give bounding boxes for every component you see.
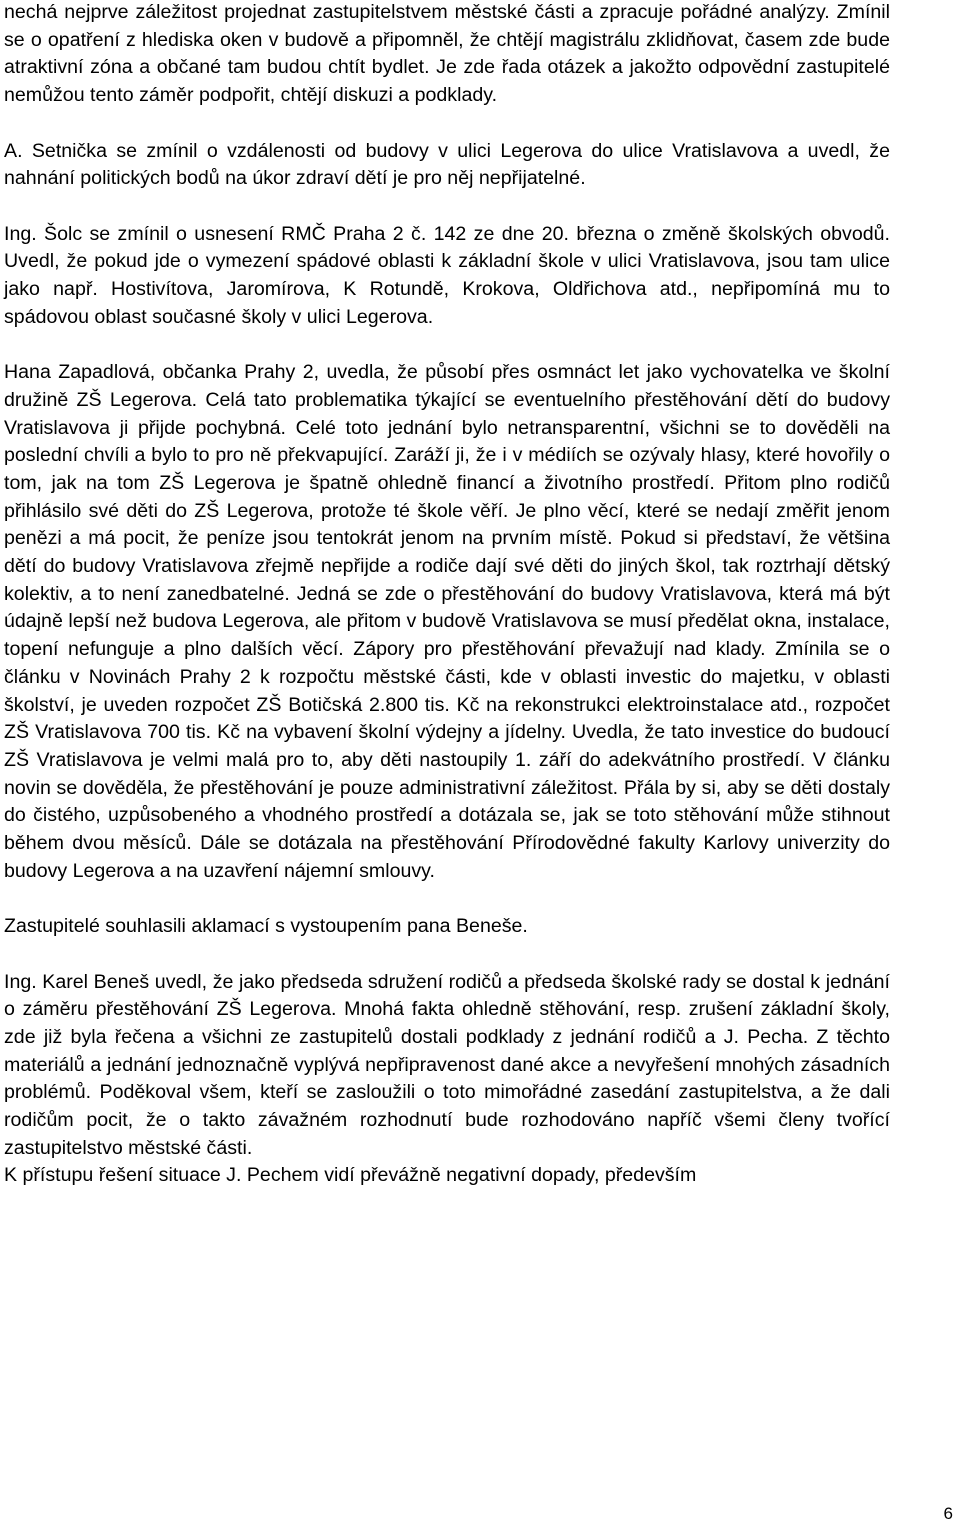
paragraph-6: Ing. Karel Beneš uvedl, že jako předseda sdružení rodičů a předseda školské rady se dostal k jednání o záměru přestěhování ZŠ Legerova. Mnohá fakta ohledně stěhování, resp. zrušení základní školy, zde již byla řečena a všichni ze zastupitelů dostali podklady z jednání rodičů a J. Pecha. Z těchto materiálů a jednání jednoznačně vyplývá nepřipravenost dané akce a nevyřešení mnohých zásadních problémů. Poděkoval všem, kteří se zasloužili o toto mimořádné zasedání zastupitelstva, a že dali rodičům pocit, že o takto závažném rozhodnutí bude rozhodováno napříč všemi členy tvořící zastupitelstvo městské části. [4, 970, 890, 1159]
page-number: 6 [943, 1504, 953, 1523]
document-body [4, 0, 890, 1190]
paragraph-spacer [4, 941, 890, 969]
paragraph-spacer [4, 110, 890, 138]
paragraph-5: Zastupitelé souhlasili aklamací s vystoupením pana Beneše. [4, 915, 528, 938]
paragraph-3: Ing. Šolc se zmínil o usnesení RMČ Praha 2 č. 142 ze dne 20. března o změně školských obvodů. Uvedl, že pokud jde o vymezení spádové oblasti k základní škole v ulici Vratislavova, jsou tam ulice jako např. Hostivítova, Jaromírova, K Rotundě, Krokova, Oldřichova atd., nepřipomíná mu to spádovou oblast současné školy v ulici Legerova. [4, 222, 890, 328]
paragraph-spacer [4, 193, 890, 221]
paragraph-spacer [4, 331, 890, 359]
paragraph-1: nechá nejprve záležitost projednat zastupitelstvem městské části a zpracuje pořádné analýzy. Zmínil se o opatření z hlediska oken v budově a připomněl, že chtějí magistrálu zklidňovat, časem zde bude atraktivní zóna a občané tam budou chtít bydlet. Je zde řada otázek a jakožto odpovědní zastupitelé nemůžou tento záměr podpořit, chtějí diskuzi a podklady. [4, 1, 890, 107]
paragraph-spacer [4, 885, 890, 913]
paragraph-2: A. Setnička se zmínil o vzdálenosti od budovy v ulici Legerova do ulice Vratislavova a uvedl, že nahnání politických bodů na úkor zdraví dětí je pro něj nepřijatelné. [4, 139, 890, 190]
paragraph-7: K přístupu řešení situace J. Pechem vidí převážně negativní dopady, především [4, 1164, 697, 1187]
paragraph-4: Hana Zapadlová, občanka Prahy 2, uvedla, že působí přes osmnáct let jako vychovatelka ve školní družině ZŠ Legerova. Celá tato problematika týkající se eventuelního přestěhování dětí do budovy Vratislavova ji přijde pochybná. Celé toto jednání bylo netransparentní, všichni se to dověděli na poslední chvíli a bylo to pro ně překvapující. Zaráží ji, že i v médiích se ozývaly hlasy, které hovořily o tom, jak na tom ZŠ Legerova je špatně ohledně financí a životního prostředí. Přitom plno rodičů přihlásilo své děti do ZŠ Legerova, protože té škole věří. Je plno věcí, které se nedají změřit jenom penězi a má pocit, že peníze jsou tentokrát jenom na prvním místě. Pokud si představí, že většina dětí do budovy Vratislavova zřejmě nepřijde a rodiče dají své děti do jiných škol, tak roztrhají dětský kolektiv, a to není zanedbatelné. Jedná se zde o přestěhování do budovy Vratislavova, která má být údajně lepší než budova Legerova, ale přitom v budově Vratislavova se musí předělat okna, instalace, topení nefunguje a plno dalších věcí. Zápory pro přestěhování převažují nad klady. Zmínila se o článku v Novinách Prahy 2 k rozpočtu městské části, kde v oblasti investic do majetku, v oblasti školství, je uveden rozpočet ZŠ Botičská 2.800 tis. Kč na rekonstrukci elektroinstalace atd., rozpočet ZŠ Vratislavova 700 tis. Kč na vybavení školní výdejny a jídelny. Uvedla, že tato investice do budoucí ZŠ Vratislavova je velmi malá pro to, aby děti nastoupily 1. září do adekvátního prostředí. V článku novin se dověděla, že přestěhování je pouze administrativní záležitost. Přála by si, aby se děti dostaly do čistého, uzpůsobeného a vhodného prostředí a dotázala se, jak se toto stěhování může stihnout během dvou měsíců. Dále se dotázala na přestěhování Přírodovědné fakulty Karlovy univerzity do budovy Legerova a na uzavření nájemní smlouvy. [4, 361, 890, 882]
